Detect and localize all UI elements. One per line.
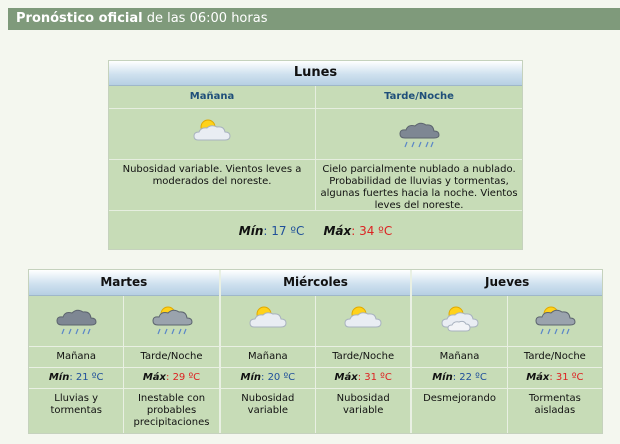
day-half <box>29 296 123 433</box>
today-min-label: Mín <box>238 224 264 238</box>
temperature <box>221 368 315 389</box>
sun-rain-cloud-icon <box>527 301 583 341</box>
temp-value: : 29 ºC <box>166 372 201 383</box>
day-column <box>410 270 602 433</box>
period-label: Mañana <box>221 347 315 368</box>
day-half <box>507 296 602 433</box>
day-title: Miércoles <box>221 270 411 296</box>
temp-label: Máx <box>142 372 167 383</box>
rain-cloud-icon <box>391 114 447 154</box>
period-label: Tarde/Noche <box>124 347 218 368</box>
period-label: Tarde/Noche <box>508 347 602 368</box>
temp-value: : 31 ºC <box>549 372 584 383</box>
today-forecast-panel <box>108 60 523 250</box>
forecast-header <box>8 8 620 30</box>
day-column <box>219 270 411 433</box>
temperature <box>412 368 506 389</box>
header-title: Pronóstico oficial <box>16 11 143 26</box>
day-half <box>123 296 218 433</box>
today-max-value: : 34 ºC <box>351 224 393 238</box>
partly-cloudy-icon <box>335 301 391 341</box>
today-morning-label: Mañana <box>109 86 315 109</box>
temp-value: : 20 ºC <box>261 372 296 383</box>
partly-cloudy-icon <box>184 114 240 154</box>
temp-label: Máx <box>526 372 550 383</box>
day-half <box>221 296 315 433</box>
period-label: Mañana <box>412 347 506 368</box>
today-day-title: Lunes <box>109 61 522 86</box>
today-evening-label: Tarde/Noche <box>316 86 522 109</box>
today-morning-description: Nubosidad variable. Vientos leves a moderados del noreste. <box>122 164 302 187</box>
temp-label: Máx <box>334 372 358 383</box>
day-title: Martes <box>29 270 219 296</box>
temp-value: : 22 ºC <box>452 372 487 383</box>
condition-text: Nubosidad variable <box>336 393 390 416</box>
today-min-value: : 17 ºC <box>263 224 305 238</box>
cloudy-sun-icon <box>432 301 488 341</box>
today-temperatures <box>109 211 522 251</box>
temperature <box>508 368 602 389</box>
condition-text: Inestable con probables precipitaciones <box>133 393 210 428</box>
temp-label: Mín <box>48 372 70 383</box>
today-evening-description: Cielo parcialmente nublado a nublado. Probabilidad de lluvias y tormentas, algunas fuertes hacia la noche. Vientos leves del noreste. <box>320 164 518 211</box>
condition-text: Nubosidad variable <box>241 393 295 416</box>
rain-cloud-icon <box>48 301 104 341</box>
day-title: Jueves <box>412 270 602 296</box>
partly-cloudy-icon <box>240 301 296 341</box>
temperature <box>29 368 123 389</box>
sun-rain-cloud-icon <box>144 301 200 341</box>
header-subtitle: de las 06:00 horas <box>142 11 268 26</box>
temperature <box>124 368 218 389</box>
temp-value: : 21 ºC <box>69 372 104 383</box>
period-label: Tarde/Noche <box>316 347 410 368</box>
extended-forecast <box>28 269 603 434</box>
today-morning <box>109 86 315 210</box>
day-half <box>412 296 506 433</box>
condition-text: Desmejorando <box>423 393 496 404</box>
day-half <box>315 296 410 433</box>
temp-label: Mín <box>432 372 453 383</box>
condition-text: Lluvias y tormentas <box>50 393 102 416</box>
temp-label: Mín <box>240 372 262 383</box>
today-max-label: Máx <box>323 224 352 238</box>
period-label: Mañana <box>29 347 123 368</box>
temperature <box>316 368 410 389</box>
temp-value: : 31 ºC <box>357 372 392 383</box>
condition-text: Tormentas aisladas <box>528 393 581 416</box>
day-column <box>29 270 219 433</box>
today-evening <box>315 86 522 210</box>
